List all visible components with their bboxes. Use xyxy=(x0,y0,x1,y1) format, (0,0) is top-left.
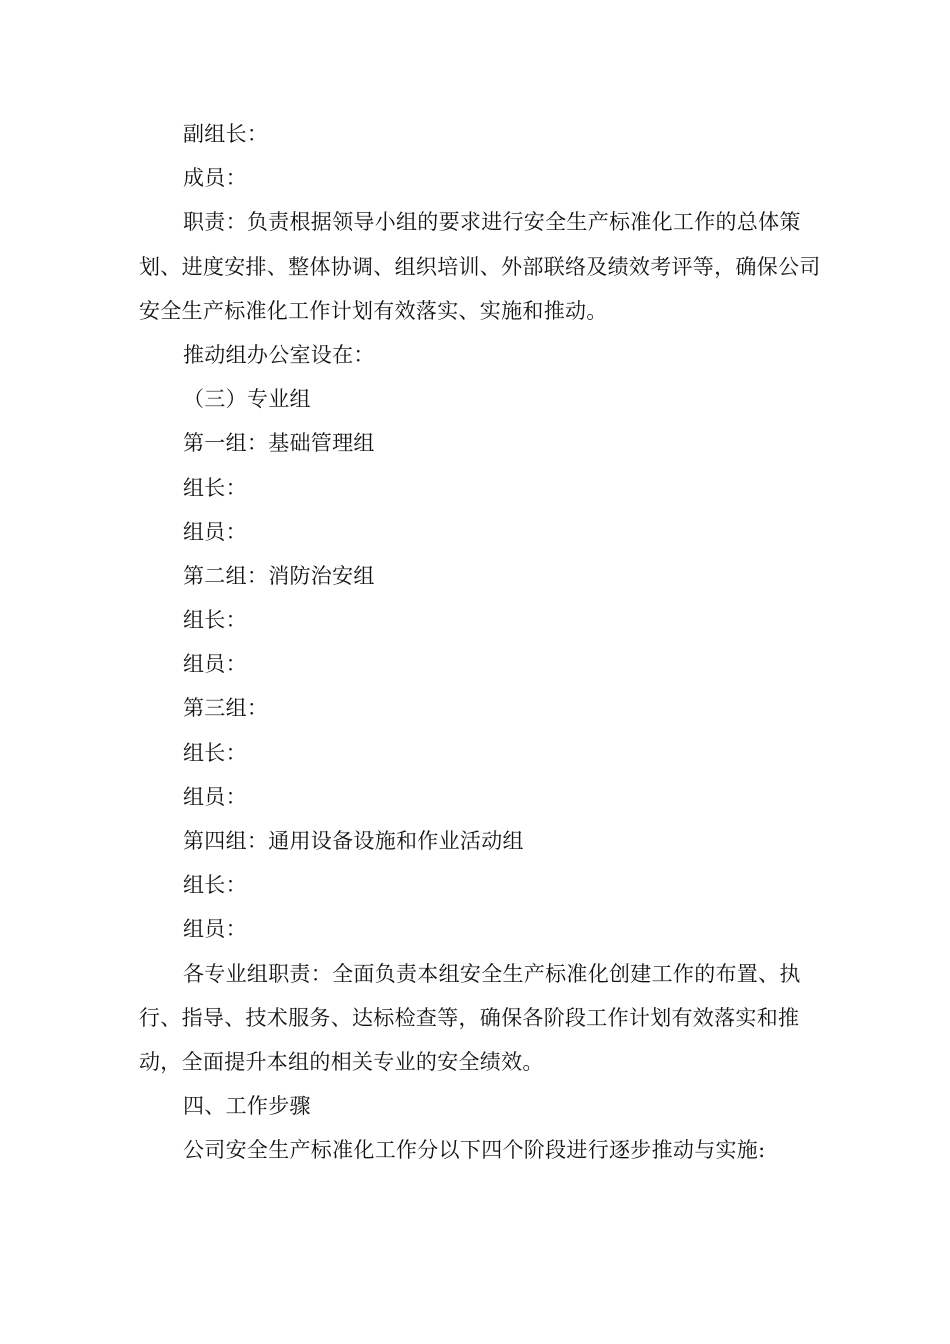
group-4-members: 组员： xyxy=(183,917,247,942)
duties-paragraph-line-2: 划、进度安排、整体协调、组织培训、外部联络及绩效考评等，确保公司 xyxy=(139,254,821,279)
section-heading-specialist-groups: （三）专业组 xyxy=(183,387,311,412)
group-2-members: 组员： xyxy=(183,652,247,677)
group-4-title: 第四组：通用设备设施和作业活动组 xyxy=(183,829,524,853)
duties-paragraph-line-3: 安全生产标准化工作计划有效落实、实施和推动。 xyxy=(139,298,608,323)
document-body xyxy=(139,112,819,1173)
group-1-leader: 组长： xyxy=(183,475,247,500)
group-3-title: 第三组： xyxy=(183,696,269,721)
section-heading-work-steps: 四、工作步骤 xyxy=(183,1094,311,1119)
group-2-title: 第二组：消防治安组 xyxy=(183,563,375,588)
deputy-leader-line: 副组长： xyxy=(183,122,269,146)
group-3-leader: 组长： xyxy=(183,740,247,765)
group-4-leader: 组长： xyxy=(183,873,247,898)
group-2-leader: 组长： xyxy=(183,608,247,633)
group-duties-paragraph-line-2: 行、指导、技术服务、达标检查等，确保各阶段工作计划有效落实和推 xyxy=(139,1005,800,1030)
work-steps-intro: 公司安全生产标准化工作分以下四个阶段进行逐步推动与实施: xyxy=(183,1138,766,1163)
group-1-members: 组员： xyxy=(183,519,247,544)
duties-paragraph-line-1: 职责：负责根据领导小组的要求进行安全生产标准化工作的总体策 xyxy=(183,210,801,235)
group-3-members: 组员： xyxy=(183,784,247,809)
group-duties-paragraph-line-1: 各专业组职责：全面负责本组安全生产标准化创建工作的布置、执 xyxy=(183,961,801,986)
group-duties-paragraph-line-3: 动，全面提升本组的相关专业的安全绩效。 xyxy=(139,1049,544,1074)
members-line: 成员： xyxy=(183,166,247,191)
office-location-line: 推动组办公室设在： xyxy=(183,342,375,367)
group-1-title: 第一组：基础管理组 xyxy=(183,431,375,456)
